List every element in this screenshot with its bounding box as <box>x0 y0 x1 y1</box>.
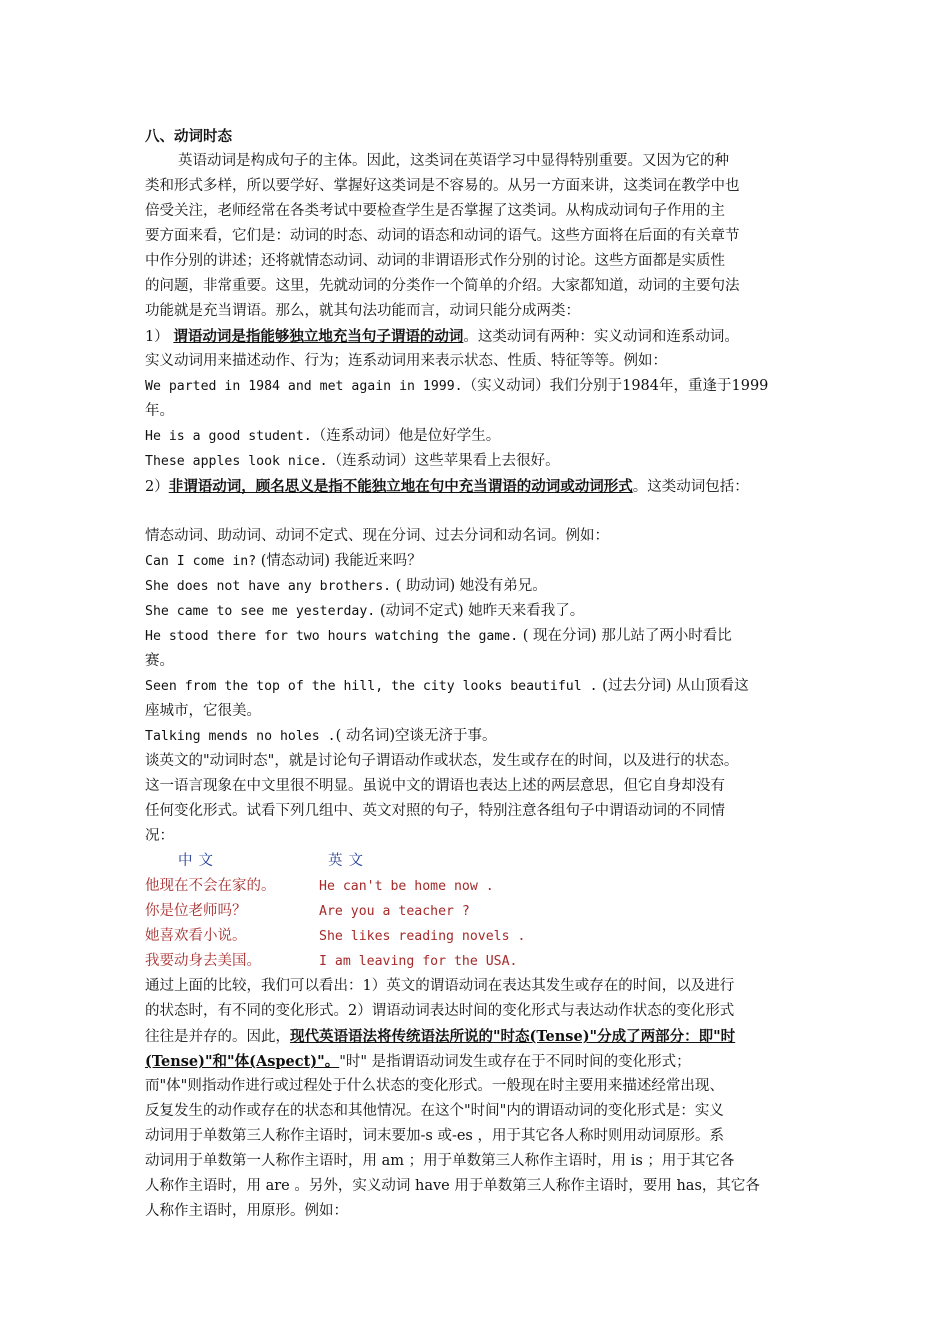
list-item-1 <box>145 324 815 349</box>
document-page <box>145 124 815 1224</box>
plain-text: "时" 是指谓语动词发生或存在于不同时间的变化形式； <box>339 1054 691 1070</box>
comparison-english: She likes reading novels . <box>319 929 526 944</box>
example-english: She came to see me yesterday. <box>145 604 376 619</box>
example-english: We parted in 1984 and met again in 1999. <box>145 379 463 394</box>
list-item-2 <box>145 474 815 499</box>
column-header-english: 英文 <box>328 853 369 869</box>
example-chinese: （连系动词）他是位好学生。 <box>311 428 501 444</box>
paragraph-line: 动词用于单数第一人称作主语时，用 am ；用于单数第三人称作主语时，用 is ；用于其它各 <box>145 1153 735 1169</box>
list-item-text: 。这类动词有两种：实义动词和连系动词。 <box>463 329 739 345</box>
example-english: Talking mends no holes . <box>145 729 336 744</box>
paragraph-line: 通过上面的比较，我们可以看出：1）英文的谓语动词在表达其发生或存在的时间，以及进行 <box>145 978 735 994</box>
paragraph-line <box>145 1024 815 1049</box>
example-line <box>145 549 815 574</box>
example-english: He is a good student. <box>145 429 312 444</box>
paragraph-line: 人称作主语时，用原形。例如： <box>145 1203 348 1219</box>
example-english: Seen from the top of the hill, the city looks beautiful . <box>145 679 598 694</box>
blank-line <box>145 499 815 524</box>
example-line <box>145 599 815 624</box>
example-chinese: (过去分词) 从山顶看这 <box>597 678 749 694</box>
example-line <box>145 724 815 749</box>
example-chinese: （连系动词）这些苹果看上去很好。 <box>327 453 560 469</box>
emphasis-text: (Tense)"和"体(Aspect)"。 <box>145 1053 340 1070</box>
example-line <box>145 449 815 474</box>
comparison-row <box>145 924 815 949</box>
example-english: Can I come in? <box>145 554 257 569</box>
emphasis-text: 现代英语语法将传统语法所说的"时态(Tense)"分成了两部分：即"时 <box>290 1028 736 1045</box>
comparison-chinese: 你是位老师吗？ <box>145 903 247 919</box>
comparison-english: Are you a teacher ? <box>319 904 470 919</box>
example-chinese: ( 动名词)空谈无济于事。 <box>335 728 497 744</box>
example-chinese: 座城市，它很美。 <box>145 703 261 719</box>
comparison-english: He can't be home now . <box>319 879 494 894</box>
paragraph-line: 功能就是充当谓语。那么，就其句法功能而言，动词只能分成两类： <box>145 303 580 319</box>
emphasis-text: 谓语动词是指能够独立地充当句子谓语的动词 <box>173 328 464 345</box>
paragraph-line: 任何变化形式。试看下列几组中、英文对照的句子，特别注意各组句子中谓语动词的不同情 <box>145 803 725 819</box>
example-line <box>145 674 815 699</box>
list-item-number: 1） <box>145 329 174 345</box>
example-line <box>145 649 815 674</box>
paragraph-line: 这一语言现象在中文里很不明显。虽说中文的谓语也表达上述的两层意思，但它自身却没有 <box>145 778 725 794</box>
comparison-chinese: 她喜欢看小说。 <box>145 928 247 944</box>
paragraph-line: 要方面来看，它们是：动词的时态、动词的语态和动词的语气。这些方面将在后面的有关章节 <box>145 228 740 244</box>
emphasis-text: 非谓语动词，顾名思义是指不能独立地在句中充当谓语的动词或动词形式 <box>168 478 633 495</box>
paragraph-line: 人称作主语时，用 are 。另外，实义动词 have 用于单数第三人称作主语时，要用 has，其它各 <box>145 1178 760 1194</box>
paragraph-line: 英语动词是构成句子的主体。因此，这类词在英语学习中显得特别重要。又因为它的种 <box>178 153 729 169</box>
section-title: 八、动词时态 <box>145 128 232 145</box>
example-english: These apples look nice. <box>145 454 328 469</box>
paragraph-line: 类和形式多样，所以要学好、掌握好这类词是不容易的。从另一方面来讲，这类词在教学中也 <box>145 178 740 194</box>
example-chinese: ( 现在分词) 那儿站了两小时看比 <box>518 628 732 644</box>
paragraph-line: 中作分别的讲述；还将就情态动词、动词的非谓语形式作分别的讨论。这些方面都是实质性 <box>145 253 725 269</box>
list-item-text: 。这类动词包括： <box>632 479 749 495</box>
comparison-chinese: 他现在不会在家的。 <box>145 878 276 894</box>
column-header-chinese: 中文 <box>178 853 219 869</box>
example-chinese: 赛。 <box>145 653 174 669</box>
paragraph-line: 况： <box>145 828 174 844</box>
example-chinese: (动词不定式) 她昨天来看我了。 <box>375 603 585 619</box>
example-chinese: ( 助动词) 她没有弟兄。 <box>391 578 547 594</box>
example-line <box>145 374 815 399</box>
example-line <box>145 699 815 724</box>
paragraph-line: 动词用于单数第三人称作主语时，词末要加-s 或-es ，用于其它各人称时则用动词原形。系 <box>145 1128 724 1144</box>
example-chinese: （实义动词）我们分别于1984年，重逢于1999 <box>462 378 769 394</box>
example-line <box>145 624 815 649</box>
plain-text: 往往是并存的。因此， <box>145 1029 290 1045</box>
comparison-chinese: 我要动身去美国。 <box>145 953 261 969</box>
paragraph-line: 实义动词用来描述动作、行为；连系动词用来表示状态、性质、特征等等。例如： <box>145 353 667 369</box>
comparison-row <box>145 949 815 974</box>
comparison-row <box>145 899 815 924</box>
example-english: She does not have any brothers. <box>145 579 392 594</box>
paragraph-line: 的状态时，有不同的变化形式。2）谓语动词表达时间的变化形式与表达动作状态的变化形式 <box>145 1003 735 1019</box>
example-english: He stood there for two hours watching the game. <box>145 629 519 644</box>
list-item-number: 2） <box>145 479 169 495</box>
comparison-row <box>145 874 815 899</box>
paragraph-line: 谈英文的"动词时态"，就是讨论句子谓语动作或状态，发生或存在的时间，以及进行的状态。 <box>145 753 739 769</box>
paragraph-line: 反复发生的动作或存在的状态和其他情况。在这个"时间"内的谓语动词的变化形式是：实义 <box>145 1103 724 1119</box>
paragraph-line: 而"体"则指动作进行或过程处于什么状态的变化形式。一般现在时主要用来描述经常出现、 <box>145 1078 724 1094</box>
example-line <box>145 574 815 599</box>
paragraph-line: 倍受关注，老师经常在各类考试中要检查学生是否掌握了这类词。从构成动词句子作用的主 <box>145 203 725 219</box>
example-line <box>145 424 815 449</box>
example-chinese: (情态动词) 我能近来吗？ <box>256 553 422 569</box>
example-line: 年。 <box>145 403 174 419</box>
paragraph-line <box>145 1049 815 1074</box>
comparison-english: I am leaving for the USA. <box>319 954 518 969</box>
comparison-header <box>145 849 815 874</box>
paragraph-line: 情态动词、助动词、动词不定式、现在分词、过去分词和动名词。例如： <box>145 528 609 544</box>
paragraph-line: 的问题，非常重要。这里，先就动词的分类作一个简单的介绍。大家都知道，动词的主要句法 <box>145 278 740 294</box>
